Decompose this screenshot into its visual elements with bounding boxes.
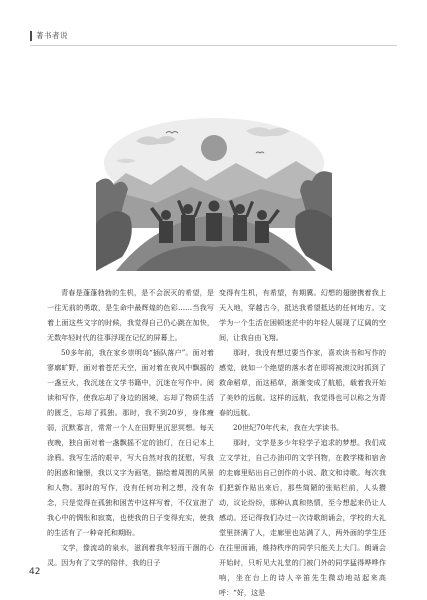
paragraph: 20世纪70年代末，我在大学读书。: [233, 423, 344, 432]
header-divider: [30, 45, 397, 46]
paragraph-continued: 变得有生机，有希望，有期冀。幻想的翅膀携着我上天入地，穿越古今，抵达我希望抵达的任何地方。文学为一个生活在困顿迷茫中的年轻人展现了辽阔的空间，让我自由飞翔。: [219, 288, 386, 342]
sun-icon: [201, 135, 227, 161]
running-header: [30, 30, 68, 41]
paragraph: 那时，文学是多少年轻学子追求的梦想。我们成立文学社，自己办油印的文学刊物，在教学楼和宿舍的走廊里贴出自己创作的小说、散文和诗歌。每次我们把新作贴出来后，那些简陋的张贴栏前，人头攒动，议论纷纷，那种认真和热情，至今想起来仍让人感动。还记得我们办过一次诗歌朗诵会，学校的大礼堂里挤满了人，走廊里也站满了人，两外面的学生还在往里面涌，维持秩序的同学只能关上大门。朗诵会开始时，只听见大礼堂的门被门外的同学猛得哗哗作响，坐在台上的诗人辛笛先生微动地站起来高呼：“好，这是: [219, 438, 386, 597]
header-bar-decoration: [30, 31, 32, 41]
page-number: 42: [29, 567, 41, 577]
section-label: 著书者说: [36, 31, 68, 40]
mountain-sunrise-illustration: [96, 103, 332, 271]
article-column-left: [47, 285, 214, 570]
paragraph: 50多年前，我在家乡崇明岛“插队落户”。面对着寥廓旷野，面对着苍茫天空，面对着在夜风中飘摇的一盏豆火，我沉迷在文学书籍中，沉迷在写作中。阅读和写作，使我忘却了身边的困境，忘却了物质生活的匮乏，忘却了孤独。那时，我不到20岁，身体瘦弱，沉默寡言，常常一个人在田野里沉思冥想。每天夜晚，独自面对着一盏飘摇不定的油灯，在日记本上涂鸦。我写生活的艰辛，写大自然对我的抚慰，写我的困惑和憧憬，我以文字为画笔，描绘着周围的风景和人物。那时的写作，没有任何功利之想，没有杂念，只是觉得在孤独和困苦中这样写着，不仅宣泄了我心中的惆怅和寂寞，也使我的日子变得充实，使我的生活有了一种奇托和期盼。: [47, 348, 214, 537]
paragraph: 青春是蓬蓬勃勃的生机，是不会泯灭的希望，是一往无前的勇敢，是生命中最辉煌的色彩……当我写着上面这些文字的时候，我觉得自己仍心跳在加快，无数年轻时代的往事浮现在记忆的屏幕上。: [47, 288, 214, 342]
paragraph: 那时，我没有想过要当作家，喜欢读书和写作的感觉，就如一个绝望的落水者在即将被滚汶时抓到了救命稻草，而这稻草，渐渐变成了航船，载着我开始了美妙的远航。这样的远航，我觉得也可以称之为青春的远航。: [219, 348, 386, 417]
paragraph: 文学，像流动的泉水，滋润着我年轻而干涸的心灵。因为有了文学的陪伴，我的日子: [47, 543, 214, 567]
article-column-right: [219, 285, 386, 600]
